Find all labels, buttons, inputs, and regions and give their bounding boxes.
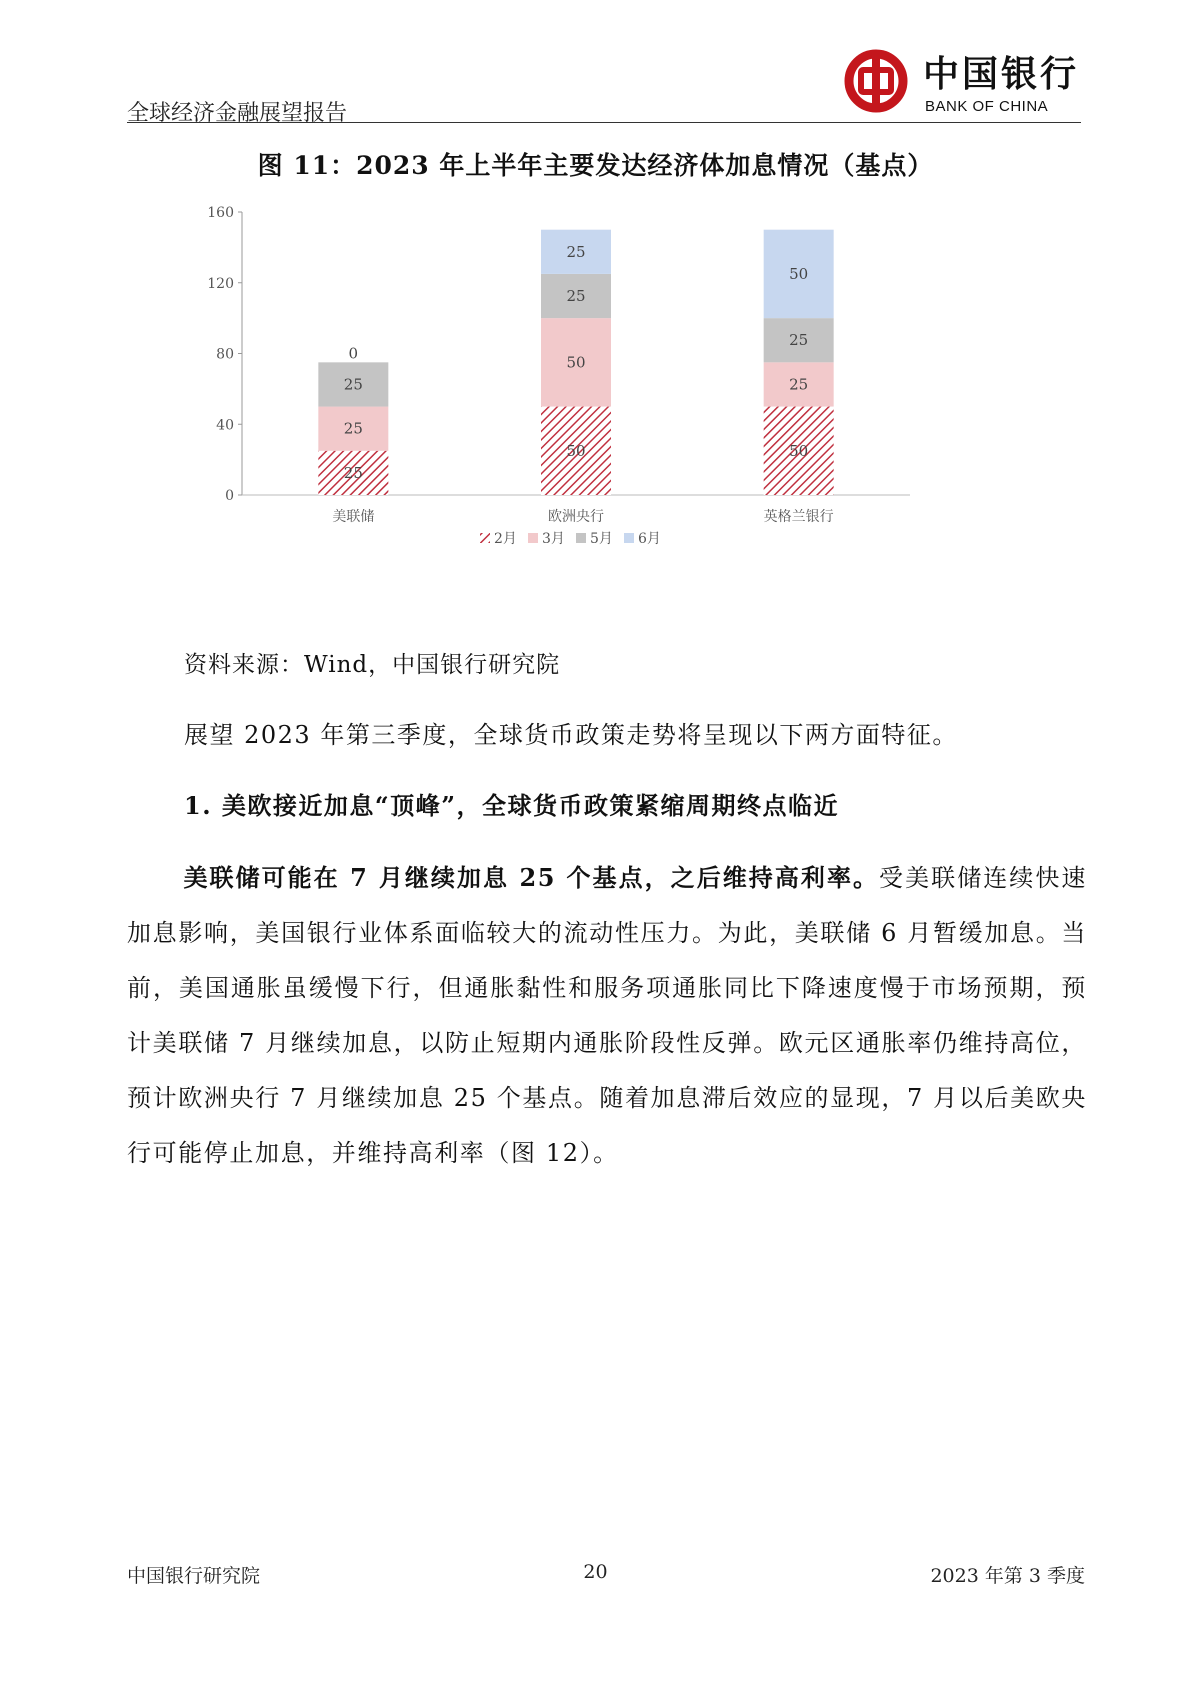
data-label: 25: [343, 419, 363, 438]
category-label: 欧洲央行: [548, 509, 604, 525]
legend-label: 2月: [494, 531, 517, 547]
page-number: 20: [583, 1561, 608, 1583]
header-divider: [127, 122, 1081, 123]
category-label: 英格兰银行: [763, 509, 834, 525]
footer-org: 中国银行研究院: [127, 1565, 261, 1587]
legend-label: 5月: [590, 531, 613, 547]
intro-paragraph: 展望 2023 年第三季度，全球货币政策走势将呈现以下两方面特征。: [184, 721, 958, 749]
data-label: 25: [343, 463, 363, 482]
data-label: 25: [343, 375, 363, 394]
bank-logo: [843, 46, 1083, 120]
data-label: 50: [566, 441, 586, 460]
data-label: 50: [789, 264, 809, 283]
footer-date: 2023 年第 3 季度: [930, 1565, 1085, 1587]
data-label: 25: [566, 242, 586, 261]
legend-label: 3月: [542, 531, 565, 547]
data-label: 25: [789, 375, 809, 394]
logo-english-name: BANK OF CHINA: [925, 98, 1049, 115]
y-tick-label: 80: [216, 346, 234, 363]
data-label: 0: [348, 344, 359, 363]
body-paragraph: [127, 850, 1087, 1181]
y-tick-label: 40: [216, 417, 234, 434]
legend-swatch: [528, 533, 538, 543]
paragraph-lead: 美联储可能在 7 月继续加息 25 个基点，之后维持高利率。: [183, 863, 880, 892]
report-title: 全球经济金融展望报告: [127, 101, 348, 126]
figure-title: 图 11：2023 年上半年主要发达经济体加息情况（基点）: [257, 151, 934, 180]
paragraph-body: 受美联储连续快速加息影响，美国银行业体系面临较大的流动性压力。为此，美联储 6 月暂缓加息。当前，美国通胀虽缓慢下行，但通胀黏性和服务项通胀同比下降速度慢于市场预期，预计美联储 7 月继续加息，以防止短期内通胀阶段性反弹。欧元区通胀率仍维持高位，预计欧洲央行 7 月继续加息 25 个基点。随着加息滞后效应的显现，7 月以后美欧央行可能停止加息，并维持高利率（图 12）。: [127, 864, 1087, 1167]
figure-source: 资料来源：Wind，中国银行研究院: [184, 652, 561, 678]
data-label: 25: [566, 287, 586, 306]
y-tick-label: 0: [225, 488, 234, 504]
legend-label: 6月: [638, 531, 661, 547]
data-label: 25: [789, 331, 809, 350]
y-tick-label: 160: [207, 205, 234, 221]
bank-of-china-emblem-icon: [843, 48, 909, 114]
data-label: 50: [566, 353, 586, 372]
legend-swatch: [576, 533, 586, 543]
logo-chinese-name: 中国银行: [923, 53, 1080, 95]
legend-swatch: [480, 533, 490, 543]
legend-swatch: [624, 533, 634, 543]
stacked-bar-chart: [207, 205, 1010, 600]
category-label: 美联储: [332, 509, 375, 525]
y-tick-label: 120: [207, 275, 234, 292]
data-label: 50: [789, 441, 809, 460]
section-heading: 1. 美欧接近加息“顶峰”，全球货币政策紧缩周期终点临近: [184, 791, 840, 820]
